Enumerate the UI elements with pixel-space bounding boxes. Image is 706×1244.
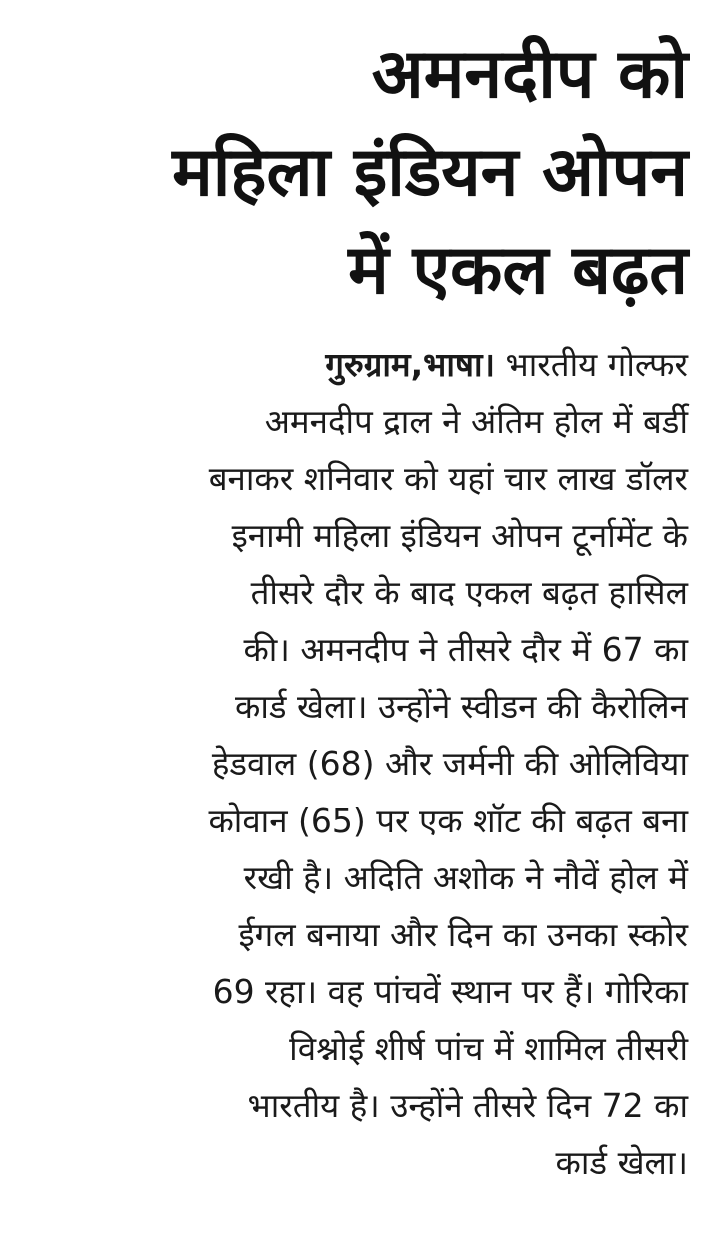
article-line-15: कार्ड खेला। (555, 1143, 688, 1182)
article-line-1 (24, 336, 688, 393)
headline-line-1: अमनदीप को (371, 35, 688, 114)
headline-line-3: में एकल बढ़त (348, 231, 688, 310)
article-line-7: कार्ड खेला। उन्होंने स्वीडन की कैरोलिन (235, 687, 688, 726)
headline (24, 26, 688, 320)
article-line-6: की। अमनदीप ने तीसरे दौर में 67 का (243, 630, 688, 669)
article-line-8: हेडवाल (68) और जर्मनी की ओलिविया (211, 744, 688, 783)
first-line-text: भारतीय गोल्फर (505, 345, 688, 384)
article-body (24, 336, 688, 1191)
headline-line-2: महिला इंडियन ओपन (172, 133, 688, 212)
article-line-4: इनामी महिला इंडियन ओपन टूर्नामेंट के (231, 516, 688, 555)
article-line-3: बनाकर शनिवार को यहां चार लाख डॉलर (208, 459, 688, 498)
article-line-5: तीसरे दौर के बाद एकल बढ़त हासिल (250, 573, 688, 612)
article-line-12: 69 रहा। वह पांचवें स्थान पर हैं। गोरिका (212, 972, 688, 1011)
article-line-14: भारतीय है। उन्होंने तीसरे दिन 72 का (247, 1086, 688, 1125)
article-line-13: विश्नोई शीर्ष पांच में शामिल तीसरी (289, 1029, 688, 1068)
article-line-2: अमनदीप द्राल ने अंतिम होल में बर्डी (264, 402, 688, 441)
article-line-9: कोवान (65) पर एक शॉट की बढ़त बना (208, 801, 688, 840)
article-line-10: रखी है। अदिति अशोक ने नौवें होल में (243, 858, 688, 897)
dateline: गुरुग्राम,भाषा। (325, 345, 496, 384)
article-line-11: ईगल बनाया और दिन का उनका स्कोर (238, 915, 688, 954)
